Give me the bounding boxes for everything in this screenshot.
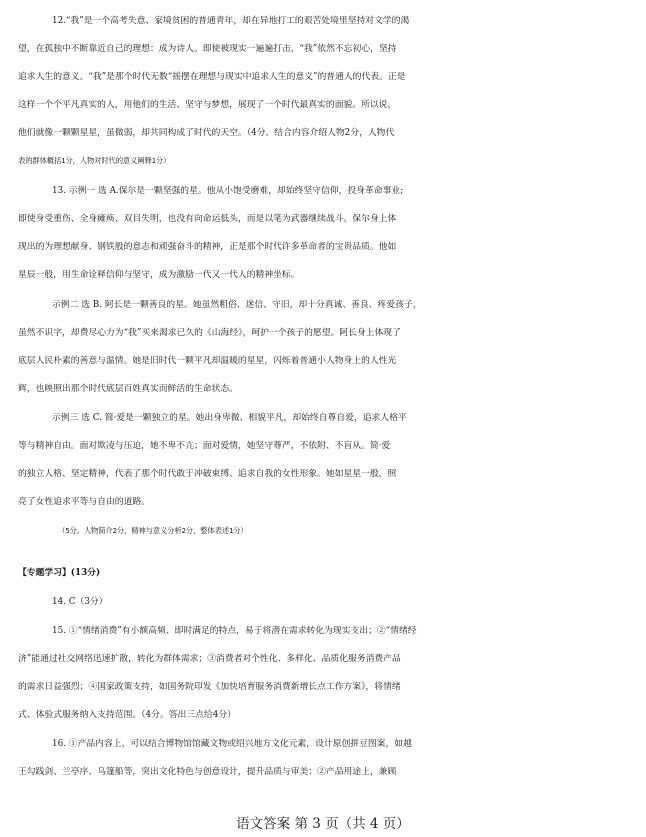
q14-answer: 14. C（3分） <box>52 597 108 607</box>
q13-example3-line-3: 的独立人格、坚定精神，代表了那个时代敢于冲破束缚、追求自我的女性形象。她如星星一般，照 <box>18 469 397 479</box>
q12-line-4: 这样一个个平凡真实的人，用他们的生活、坚守与梦想，展现了一个时代最真实的面貌。所以说， <box>18 100 397 110</box>
q12-line-2: 望，在孤独中不断靠近自己的理想：成为诗人。即使被现实一遍遍打击，“我”依然不忘初心，坚持 <box>18 44 397 54</box>
q13-example1-line-3: 现出的为理想献身、钢铁般的意志和顽强奋斗的精神，正是那个时代许多革命者的宝贵品质。他如 <box>18 242 397 252</box>
q15-line-4: 式、体验式服务纳入支持范围。（4分。答出三点给4分） <box>18 710 236 720</box>
section-heading: 【专题学习】(13分) <box>18 568 101 578</box>
q13-example2-line-3: 底层人民朴素的善意与温情。她是旧时代一颗平凡却温暖的星星，闪烁着普通小人物身上的人性光 <box>18 356 397 366</box>
q13-example2-line-2: 虽然不识字，却费尽心力为“我”买来渴求已久的《山海经》，呵护一个孩子的愿望。阿长身上体现了 <box>18 328 401 338</box>
q16-line-1: 16. ①产品内容上，可以结合博物馆馆藏文物或绍兴地方文化元素，设计原创拼豆图案，如越 <box>52 739 412 749</box>
q13-example1-line-2: 即使身受重伤、全身瘫痪、双目失明，也没有向命运低头，而是以笔为武器继续战斗。保尔身上体 <box>18 214 397 224</box>
q13-example1-line-4: 星辰一般，用生命诠释信仰与坚守，成为激励一代又一代人的精神坐标。 <box>18 270 300 280</box>
q15-line-3: 的需求日益强烈；④国家政策支持，如国务院印发《加快培育服务消费新增长点工作方案》，将情绪 <box>18 682 401 692</box>
q12-line-3: 追求人生的意义。“我”是那个时代无数“摇摆在理想与现实中追求人生的意义”的普通人的代表。正是 <box>18 72 406 82</box>
q12-line-5: 他们就像一颗颗星星，虽微弱，却共同构成了时代的天空。（4分。结合内容介绍人物2分，人物代 <box>18 128 395 138</box>
q13-example3-line-2: 等与精神自由。面对欺凌与压迫，她不卑不亢；面对爱情，她坚守尊严，不依附、不盲从。简·爱 <box>18 441 391 451</box>
q13-example2-line-4: 辉，也映照出那个时代底层百姓真实而鲜活的生命状态。 <box>18 384 238 394</box>
page-footer: 语文答案 第 3 页（共 4 页） <box>236 816 410 832</box>
q13-example3-line-4: 亮了女性追求平等与自由的道路。 <box>18 497 150 507</box>
q16-line-2: 王勾践剑、兰亭序、乌篷船等，突出文化特色与创意设计，提升品质与审美；②产品用途上，兼顾 <box>18 767 397 777</box>
q13-example1-line-1: 13. 示例一 选 A.保尔是一颗坚强的星。他从小饱受磨难，却始终坚守信仰，投身革命事业; <box>52 186 404 196</box>
q12-scoring-note: 表的群体概括1分，人物对时代的意义阐释1分） <box>18 156 171 165</box>
q13-example2-line-1: 示例二 选 B. 阿长是一颗善良的星。她虽然粗俗、迷信、守旧，却十分真诚、善良、疼爱孩子， <box>52 300 422 310</box>
q15-line-1: 15. ①“情绪消费”有小额高频、即时满足的特点，易于将潜在需求转化为现实支出；②“情绪经 <box>52 626 417 636</box>
q13-scoring-note: （5分。人物简介2分，精神与意义分析2分，整体表述1分） <box>58 526 248 535</box>
q12-line-1: 12.“我”是一个高考失意、家境贫困的普通青年，却在异地打工的艰苦处境里坚持对文学的渴 <box>52 16 410 26</box>
q15-line-2: 济”能通过社交网络迅速扩散，转化为群体需求；③消费者对个性化、多样化、品质化服务消费产品 <box>18 654 401 664</box>
q13-example3-line-1: 示例三 选 C. 简·爱是一颗独立的星。她出身卑微、相貌平凡，却始终自尊自爱，追求人格平 <box>52 413 407 423</box>
